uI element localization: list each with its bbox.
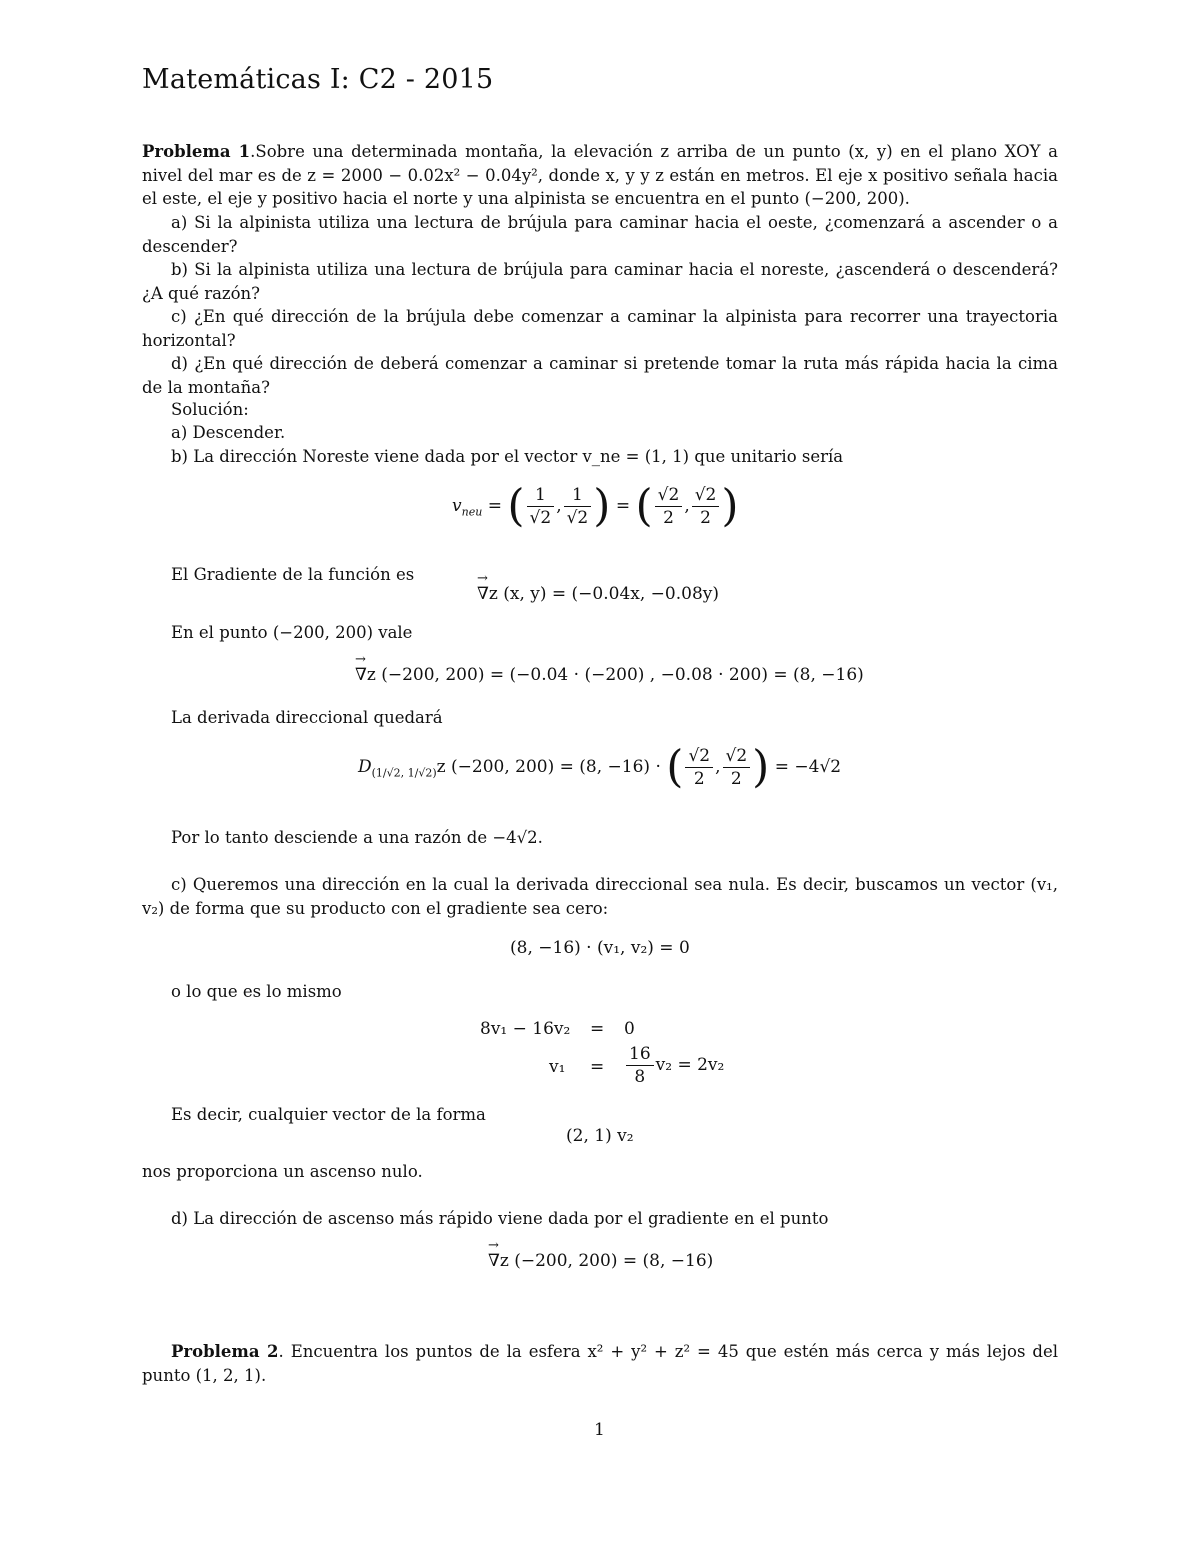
system-line-1-eq: = <box>590 1019 605 1039</box>
system-line-2-rhs: $\frac{16}{8}$ v₂ = 2v₂ <box>624 1043 724 1088</box>
directional-label: La derivada direccional quedará <box>171 708 443 727</box>
answer-a: a) Descender. <box>171 423 286 442</box>
null-ascent-text: nos proporciona un ascenso nulo. <box>142 1162 423 1181</box>
question-d: d) ¿En qué dirección de deberá comenzar a caminar si pretende tomar la ruta más rápida hacia la cima de la montaña? <box>142 354 1058 397</box>
gradient-label: El Gradiente de la función es <box>171 565 415 584</box>
equation-dot-product: (8, −16) · (v₁, v₂) = 0 <box>510 938 690 958</box>
system-line-1-lhs: 8v₁ − 16v₂ <box>480 1019 571 1039</box>
equation-directional-derivative: $D_{(1/√2, 1/√2)}z$ (−200, 200) = (8, −16) · ( $\frac{√2}{2}$ , $\frac{√2}{2}$ ) = −4√2 <box>358 741 842 793</box>
problem-1-intro: .Sobre una determinada montaña, la elevación z arriba de un punto (x, y) en el plano XOY a nivel del mar es de z = 2000 − 0.02x² − 0.04y², donde x, y y z están en metros. El eje x positivo señala hacia el este, el eje y positivo hacia el norte y una alpinista se encuentra en el punto (−200, 200). <box>142 142 1058 208</box>
point-label: En el punto (−200, 200) vale <box>171 623 413 642</box>
problem-2-statement <box>142 1340 1058 1387</box>
problem-1-heading: Problema 1 <box>142 142 251 161</box>
question-a: a) Si la alpinista utiliza una lectura de brújula para caminar hacia el oeste, ¿comenzará a ascender o a descender? <box>142 213 1058 256</box>
answer-d: d) La dirección de ascenso más rápido viene dada por el gradiente en el punto <box>171 1209 829 1228</box>
solution-label: Solución: <box>171 400 249 419</box>
problem-1-statement <box>142 140 1058 211</box>
page-number: 1 <box>594 1420 605 1440</box>
answer-b: b) La dirección Noreste viene dada por el vector v_ne = (1, 1) que unitario sería <box>171 447 844 466</box>
equation-unit-vector: $v_{neu}$ = ( $\frac{1}{√2}$ , $\frac{1}{√2}$ ) = ( $\frac{√2}{2}$ , $\frac{√2}{2}$ ) <box>452 480 739 532</box>
document-title: Matemáticas I: C2 - 2015 <box>142 64 494 95</box>
question-b: b) Si la alpinista utiliza una lectura de brújula para caminar hacia el noreste, ¿ascenderá o descenderá? ¿A qué razón? <box>142 260 1058 303</box>
system-line-2-eq: = <box>590 1057 605 1077</box>
equation-vector-form: (2, 1) v₂ <box>566 1126 634 1146</box>
equation-gradient-at-point: → ∇z (−200, 200) = (−0.04 · (−200) , −0.08 · 200) = (8, −16) <box>355 665 864 685</box>
system-line-1-rhs: 0 <box>624 1019 635 1039</box>
answer-c: c) Queremos una dirección en la cual la derivada direccional sea nula. Es decir, buscamos un vector (v₁, v₂) de forma que su producto con el gradiente sea cero: <box>142 875 1058 918</box>
system-line-2-lhs: v₁ <box>549 1057 566 1077</box>
equation-final-gradient: → ∇z (−200, 200) = (8, −16) <box>488 1251 713 1271</box>
same-label: o lo que es lo mismo <box>171 982 342 1001</box>
problem-2-text: . Encuentra los puntos de la esfera x² + y² + z² = 45 que estén más cerca y más lejos del punto (1, 2, 1). <box>142 1342 1058 1385</box>
descent-conclusion: Por lo tanto desciende a una razón de −4√2. <box>171 828 543 847</box>
vector-form-label: Es decir, cualquier vector de la forma <box>171 1105 486 1124</box>
question-c: c) ¿En qué dirección de la brújula debe comenzar a caminar la alpinista para recorrer una trayectoria horizontal? <box>142 307 1058 350</box>
equation-gradient: → ∇z (x, y) = (−0.04x, −0.08y) <box>477 584 719 604</box>
problem-2-heading: Problema 2 <box>171 1342 279 1361</box>
